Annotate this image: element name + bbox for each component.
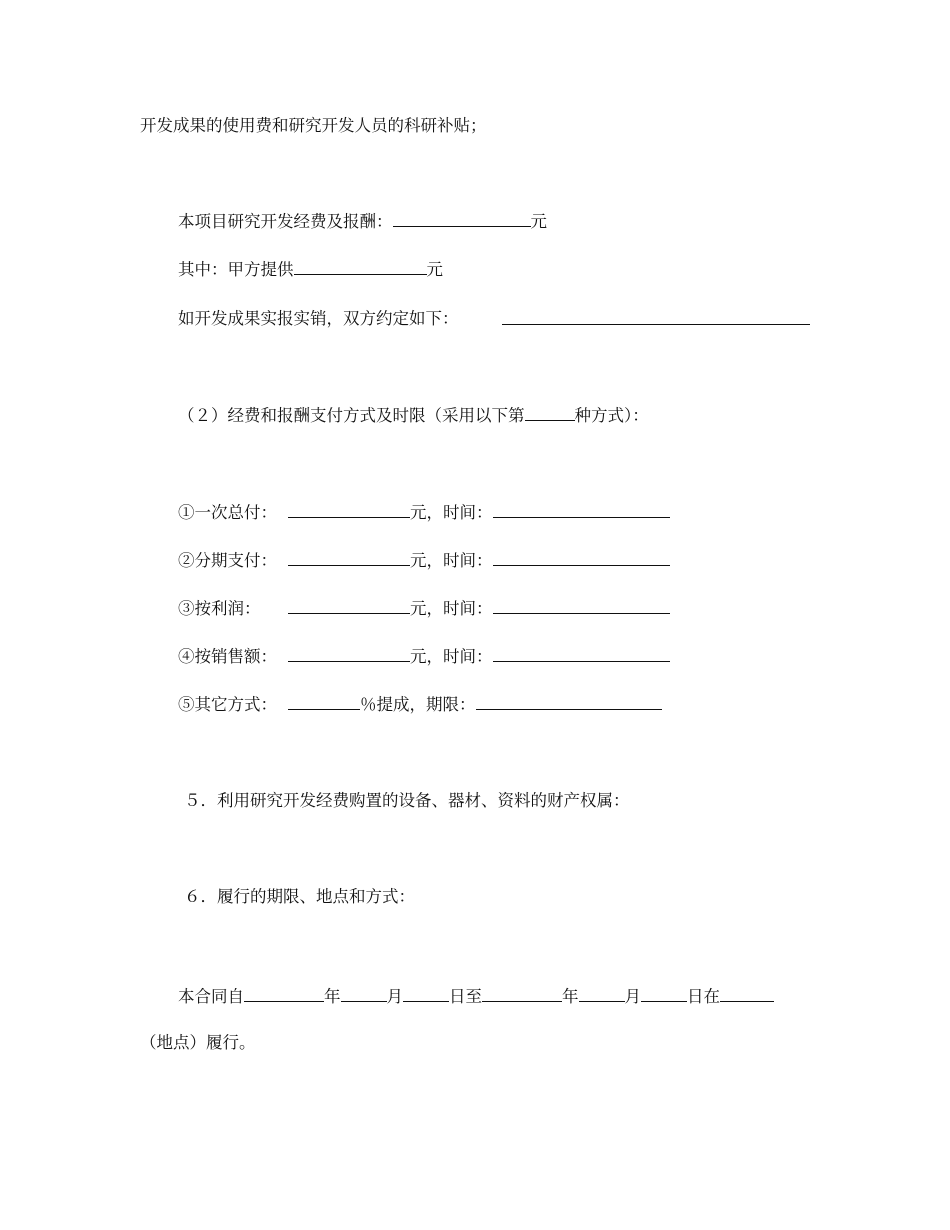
text-segment: ②分期支付：	[178, 551, 277, 570]
text-line-installments	[178, 549, 670, 571]
text-line-other-method	[178, 693, 662, 715]
fill-blank-end-month[interactable]	[579, 985, 625, 1002]
fill-blank-commission-term[interactable]	[476, 693, 662, 710]
text-segment: ③按利润：	[178, 599, 261, 618]
text-line-by-profit	[178, 597, 670, 619]
fill-blank-profit-time[interactable]	[493, 597, 670, 614]
text-line-party-a-provides	[178, 258, 443, 280]
text-segment: 元，时间：	[410, 647, 493, 666]
fill-blank-reimbursement-agreement[interactable]	[502, 308, 810, 325]
text-line-payment-method	[178, 404, 649, 426]
text-line-total-funding	[178, 210, 547, 232]
fill-blank-end-year[interactable]	[482, 985, 562, 1002]
fill-blank-method-number[interactable]	[525, 404, 575, 421]
text-segment: 月	[624, 987, 641, 1006]
fill-blank-end-day[interactable]	[641, 985, 687, 1002]
text-segment: ①一次总付：	[178, 503, 277, 522]
text-line-research-subsidy	[140, 115, 487, 137]
text-line-location-performance	[140, 1032, 256, 1054]
text-segment: 月	[386, 987, 403, 1006]
text-segment: ⑤其它方式：	[178, 695, 277, 714]
fill-blank-start-year[interactable]	[244, 985, 324, 1002]
text-segment: 如开发成果实报实销，双方约定如下：	[178, 309, 459, 328]
text-segment: （２）经费和报酬支付方式及时限（采用以下第	[178, 406, 525, 425]
fill-blank-start-day[interactable]	[403, 985, 449, 1002]
fill-blank-commission-percent[interactable]	[288, 693, 360, 710]
text-segment: 日在	[687, 987, 720, 1006]
fill-blank-installment-time[interactable]	[493, 549, 670, 566]
text-segment: 种方式）：	[574, 406, 649, 425]
text-segment: 年	[324, 987, 341, 1006]
text-segment: 元，时间：	[410, 599, 493, 618]
text-segment: ④按销售额：	[178, 647, 277, 666]
fill-blank-party-a-amount[interactable]	[294, 258, 427, 275]
text-segment: 元	[530, 212, 547, 231]
text-segment: 本项目研究开发经费及报酬：	[178, 212, 393, 231]
text-segment: 日至	[449, 987, 482, 1006]
text-line-by-sales	[178, 645, 670, 667]
text-segment: ６．履行的期限、地点和方式：	[184, 887, 415, 906]
text-segment: 本合同自	[178, 987, 244, 1006]
fill-blank-sales-time[interactable]	[493, 645, 670, 662]
fill-blank-installment-amount[interactable]	[288, 549, 410, 566]
text-segment: ％提成，期限：	[360, 695, 476, 714]
fill-blank-lump-sum-amount[interactable]	[288, 501, 410, 518]
text-line-actual-reimbursement	[178, 308, 810, 330]
text-segment: 开发成果的使用费和研究开发人员的科研补贴；	[140, 116, 487, 135]
text-segment: （地点）履行。	[140, 1033, 256, 1052]
text-segment: 其中：甲方提供	[178, 260, 294, 279]
text-line-section-5	[184, 790, 630, 812]
fill-blank-start-month[interactable]	[341, 985, 387, 1002]
fill-blank-profit-amount[interactable]	[288, 597, 410, 614]
text-segment: 元，时间：	[410, 551, 493, 570]
text-segment: ５．利用研究开发经费购置的设备、器材、资料的财产权属：	[184, 791, 630, 810]
fill-blank-total-funding[interactable]	[393, 210, 531, 227]
fill-blank-lump-sum-time[interactable]	[493, 501, 670, 518]
text-segment: 年	[562, 987, 579, 1006]
text-line-lump-sum	[178, 501, 670, 523]
text-segment: 元	[426, 260, 443, 279]
fill-blank-sales-amount[interactable]	[288, 645, 410, 662]
text-segment: 元，时间：	[410, 503, 493, 522]
text-line-contract-period	[178, 985, 774, 1007]
fill-blank-location[interactable]	[720, 985, 774, 1002]
text-line-section-6	[184, 886, 415, 908]
